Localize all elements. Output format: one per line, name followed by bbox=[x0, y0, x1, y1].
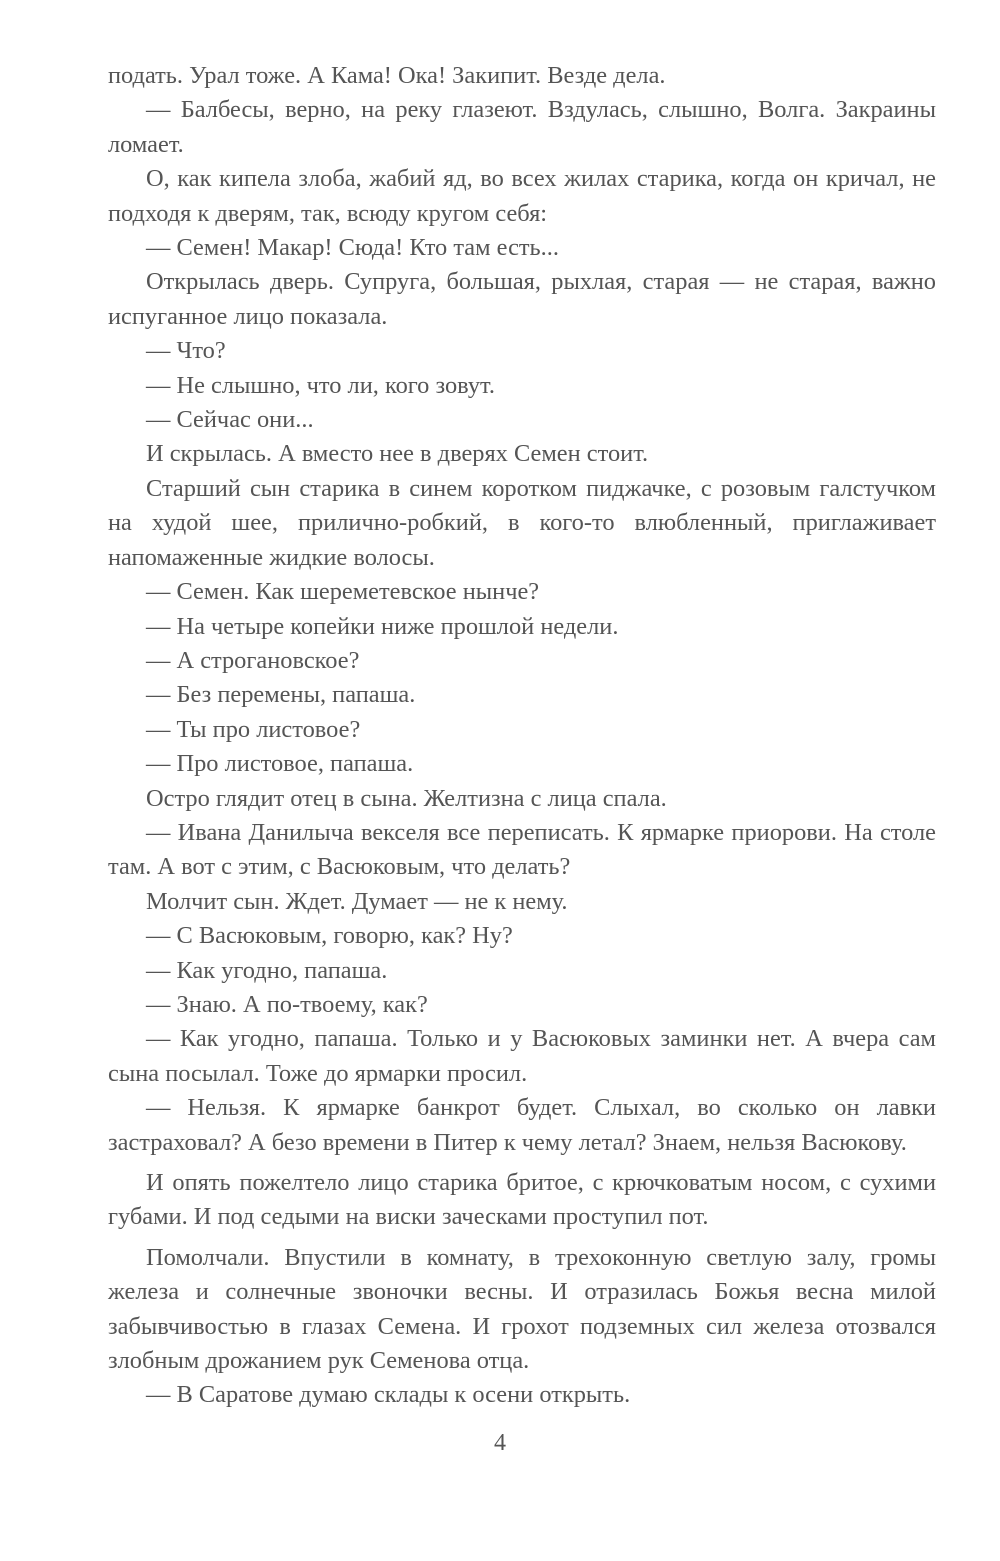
paragraph: — Сейчас они... bbox=[146, 406, 314, 434]
paragraph: О, как кипела злоба, жабий яд, во всех жилах старика, когда он кричал, не подходя к дверям, так, всюду кругом себя: bbox=[108, 165, 936, 227]
paragraph: — А строгановское? bbox=[146, 646, 360, 674]
paragraph: — В Саратове думаю склады к осени открыть. bbox=[146, 1381, 631, 1409]
paragraph: — С Васюковым, говорю, как? Ну? bbox=[146, 922, 513, 950]
paragraph: Остро глядит отец в сына. Желтизна с лица спала. bbox=[146, 784, 667, 812]
paragraph: — На четыре копейки ниже прошлой недели. bbox=[146, 612, 619, 640]
paragraph: Помолчали. Впустили в комнату, в трехоконную светлую залу, громы железа и солнечные звоночки весны. И отразилась Божья весна милой забывчивостью в глазах Семена. И грохот подземных сил железа отозвался злобным дрожанием рук Семенова отца. bbox=[108, 1243, 936, 1375]
paragraph: Молчит сын. Ждет. Думает — не к нему. bbox=[146, 887, 568, 915]
paragraph: — Семен. Как шереметевское нынче? bbox=[146, 578, 540, 606]
paragraph: — Балбесы, верно, на реку глазеют. Вздулась, слышно, Волга. Закраины ломает. bbox=[108, 96, 936, 158]
paragraph: И опять пожелтело лицо старика бритое, с крючковатым носом, с сухими губами. И под седыми на виски заческами проступил пот. bbox=[108, 1169, 936, 1231]
page-number: 4 bbox=[494, 1430, 506, 1456]
paragraph: Старший сын старика в синем коротком пиджачке, с розовым галстучком на худой шее, прилично-робкий, в кого-то влюбленный, приглаживает напомаженные жидкие волосы. bbox=[108, 474, 936, 571]
paragraph: — Как угодно, папаша. Только и у Васюковых заминки нет. А вчера сам сына посылал. Тоже до ярмарки просил. bbox=[108, 1025, 936, 1087]
paragraph: — Нельзя. К ярмарке банкрот будет. Слыхал, во сколько он лавки застраховал? А безо времени в Питер к чему летал? Знаем, нельзя Васюкову. bbox=[108, 1094, 936, 1156]
paragraph: — Как угодно, папаша. bbox=[146, 956, 388, 984]
paragraph: — Ивана Данилыча векселя все переписать. К ярмарке приорови. На столе там. А вот с этим, с Васюковым, что делать? bbox=[108, 818, 936, 881]
paragraph: — Знаю. А по-твоему, как? bbox=[146, 990, 428, 1018]
page-body bbox=[108, 59, 936, 1413]
paragraph: — Что? bbox=[146, 337, 226, 365]
paragraph: — Семен! Макар! Сюда! Кто там есть... bbox=[146, 234, 559, 262]
paragraph: — Не слышно, что ли, кого зовут. bbox=[146, 371, 495, 399]
paragraph: — Про листовое, папаша. bbox=[146, 750, 414, 778]
paragraph: — Ты про листовое? bbox=[146, 715, 361, 743]
paragraph: подать. Урал тоже. А Кама! Ока! Закипит. Везде дела. bbox=[108, 62, 666, 89]
paragraph: Открылась дверь. Супруга, большая, рыхлая, старая — не старая, важно испуганное лицо показала. bbox=[108, 268, 936, 330]
paragraph: И скрылась. А вместо нее в дверях Семен стоит. bbox=[146, 440, 649, 468]
paragraph: — Без перемены, папаша. bbox=[146, 681, 416, 709]
